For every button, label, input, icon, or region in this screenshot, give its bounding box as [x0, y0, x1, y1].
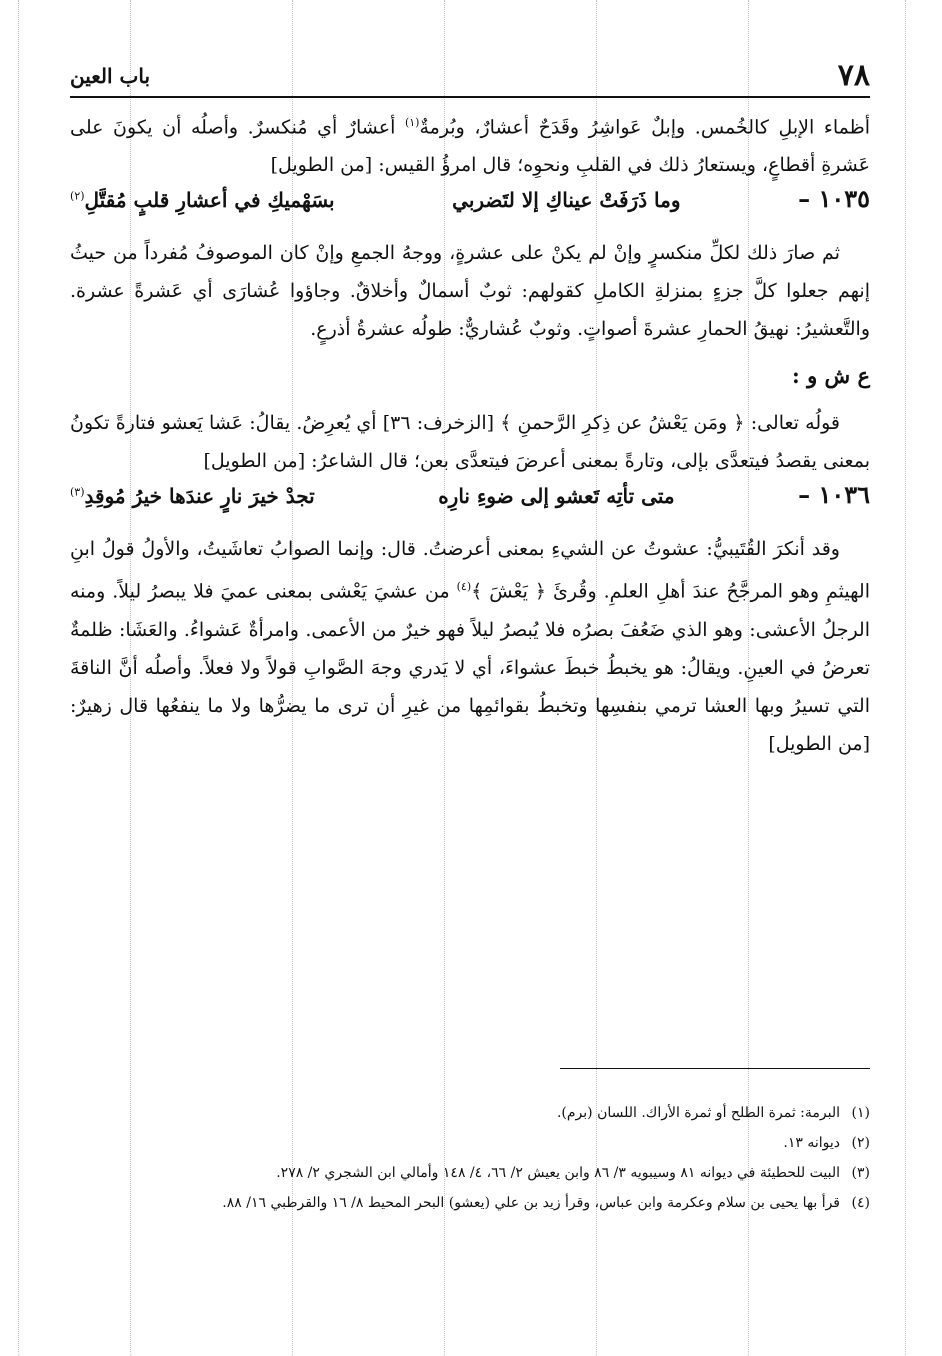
chapter-title: باب العين	[70, 64, 151, 88]
root-heading: ع ش و :	[792, 363, 870, 389]
page-body	[70, 104, 870, 763]
page-number: ٧٨	[837, 58, 870, 93]
verse-first-half: وما ذَرَفَتْ عيناكِ إلا لتَضربي	[452, 188, 681, 213]
footnote	[70, 1158, 870, 1188]
footnote-number: (٤)	[851, 1195, 870, 1211]
footnote-text: البرمة: ثمرة الطلح أو ثمرة الأراك. اللسان (برم).	[556, 1105, 840, 1121]
footnote	[70, 1128, 870, 1158]
page-header	[70, 52, 870, 98]
verse-number: ١٠٣٦ –	[798, 480, 870, 510]
footnote-text: ديوانه ١٣.	[783, 1135, 840, 1151]
footnote	[70, 1188, 870, 1218]
footnote	[70, 1098, 870, 1128]
page	[70, 52, 870, 763]
footnotes	[70, 1068, 870, 1218]
footnote-ref: (٤)	[456, 580, 472, 594]
footnote-number: (١)	[851, 1105, 870, 1121]
footnote-ref: (٢)	[70, 189, 85, 203]
verse	[70, 184, 870, 234]
paragraph: وقد أنكرَ القُتَيبيُّ: عشوتُ عن الشيءِ بمعنى أعرضتُ. قال: وإنما الصوابُ تعاشَيتُ، والأولُ قولُ ابنِ الهيثمِ وهو المرجَّحُ عندَ أهلِ العلمِ. وقُرئَ ﴿ يَعْشَ ﴾$^{(٤)}$ من عشيَ يَعْشى بمعنى عميَ فلا يبصرُ ليلاً. ومنه الرجلُ الأعشى: وهو الذي ضَعُفَ بصرُه فلا يُبصرُ ليلاً فهو خيرٌ من الأعمى. وامرأةٌ عَشواءُ. والعَشَا: ظلمةٌ تعرضُ في العينِ. ويقالُ: هو يخبطُ خبطَ عشواءَ، أي لا يَدري وجهَ الصَّوابِ قولاً ولا فعلاً. وأصلُه أنَّ الناقةَ التي تسيرُ وبها العشا ترمي بنفسِها وتخبطُ بقوائمِها من غيرِ أن ترى ما يضرُّها ولا ما ينفعُها قال زهيرٌ: [من الطويل]	[70, 538, 870, 755]
verse	[70, 480, 870, 530]
footnote-ref: (١)	[404, 116, 420, 129]
footnote-number: (٣)	[851, 1165, 870, 1181]
verse-second-half: بسَهْميكِ في أعشارِ قلبٍ مُقتَّلِ$^{(٢)}$	[70, 188, 335, 213]
paragraph: أظماء الإبلِ كالخُمس. وإبلٌ عَواشِرُ وقَدَحٌ أعشارٌ، وبُرمةٌ$^{(١)}$ أعشارٌ أي مُنكسرٌ. وأصلُه أن يكونَ على عَشرةِ أقطاعٍ، ويستعارُ ذلك في القلبِ ونحوِه؛ قال امرؤُ القيس: [من الطويل]	[70, 116, 870, 177]
footnote-divider	[560, 1068, 870, 1069]
paragraph: ثم صارَ ذلك لكلِّ منكسرٍ وإنْ لم يكنْ على عشرةٍ، ووجهُ الجمعِ وإنْ كان الموصوفُ مُفرداً من حيثُ إنهم جعلوا كلَّ جزءٍ بمنزلةِ الكاملِ كقولهم: ثوبٌ أسمالٌ وأخلاقٌ. وجاؤوا عُشارَى أي عَشرةً عشرة. والتَّعشيرُ: نهيقُ الحمارِ عشرةَ أصواتٍ. وثوبٌ عُشاريٌّ: طولُه عشرةُ أذرعٍ.	[70, 242, 870, 341]
verse-number: ١٠٣٥ –	[798, 184, 870, 214]
footnote-ref: (٣)	[70, 485, 85, 499]
paragraph: قولُه تعالى: ﴿ ومَن يَعْشُ عن ذِكرِ الرَّحمنِ ﴾ [الزخرف: ٣٦] أي يُعرِضُ. يقالُ: عَشا يَعشو فتارةً تكونُ بمعنى يقصدُ فيتعدَّى بإلى، وتارةً بمعنى أعرضَ فيتعدَّى بعن؛ قال الشاعرُ: [من الطويل]	[70, 412, 870, 473]
footnote-text: البيت للحطيئة في ديوانه ٨١ وسيبويه ٣/ ٨٦ وابن يعيش ٢/ ٦٦، ٤/ ١٤٨ وأمالي ابن الشجري ٢/ ٢٧٨.	[276, 1165, 840, 1181]
footnote-text: قرأ بها يحيى بن سلام وعكرمة وابن عباس، وقرأ زيد بن علي (يعشو) البحر المحيط ٨/ ١٦ والقرطبي ١٦/ ٨٨.	[222, 1195, 840, 1211]
verse-first-half: متى تأتِه تَعشو إلى ضوءِ نارِه	[438, 484, 675, 509]
verse-second-half: تجدْ خيرَ نارٍ عندَها خيرُ مُوقِدِ$^{(٣)}$	[70, 484, 315, 509]
footnote-number: (٢)	[851, 1135, 870, 1151]
